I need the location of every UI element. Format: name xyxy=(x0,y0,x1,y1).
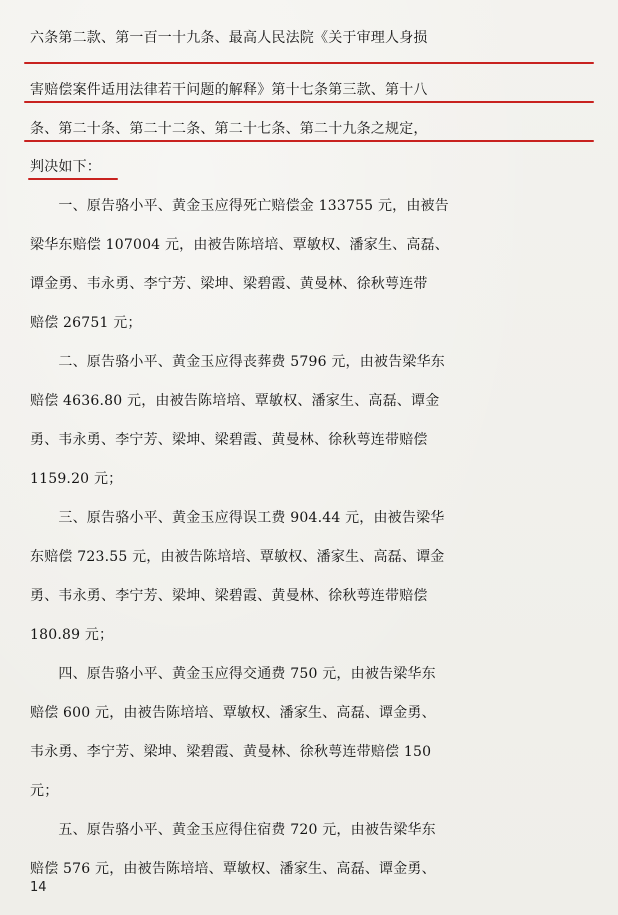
text-line-21: 五、原告骆小平、黄金玉应得住宿费 720 元，由被告梁华东 xyxy=(30,822,436,838)
text-line-22: 赔偿 576 元，由被告陈培培、覃敏权、潘家生、高磊、谭金勇、 xyxy=(30,861,436,877)
text-line-1: 六条第二款、第一百一十九条、最高人民法院《关于审理人身损 xyxy=(30,30,428,46)
text-line-16: 180.89 元； xyxy=(30,627,114,643)
text-line-7: 谭金勇、韦永勇、李宁芳、梁坤、梁碧霞、黄曼林、徐秋萼连带 xyxy=(30,276,428,292)
text-line-4: 判决如下： xyxy=(30,159,101,175)
text-line-5: 一、原告骆小平、黄金玉应得死亡赔偿金 133755 元，由被告 xyxy=(30,198,449,214)
page-number: 14 xyxy=(30,880,47,895)
red-underline-1 xyxy=(24,62,594,64)
text-line-2: 害赔偿案件适用法律若干问题的解释》第十七条第三款、第十八 xyxy=(30,82,428,98)
text-line-14: 东赔偿 723.55 元，由被告陈培培、覃敏权、潘家生、高磊、谭金 xyxy=(30,549,445,565)
red-underline-3 xyxy=(24,140,594,142)
red-underline-4 xyxy=(28,178,118,180)
text-line-18: 赔偿 600 元，由被告陈培培、覃敏权、潘家生、高磊、谭金勇、 xyxy=(30,705,436,721)
text-line-6: 梁华东赔偿 107004 元，由被告陈培培、覃敏权、潘家生、高磊、 xyxy=(30,237,449,253)
text-line-20: 元； xyxy=(30,783,59,799)
text-line-12: 1159.20 元； xyxy=(30,471,123,487)
text-line-9: 二、原告骆小平、黄金玉应得丧葬费 5796 元，由被告梁华东 xyxy=(30,354,445,370)
text-line-13: 三、原告骆小平、黄金玉应得误工费 904.44 元，由被告梁华 xyxy=(30,510,445,526)
text-line-3: 条、第二十条、第二十二条、第二十七条、第二十九条之规定， xyxy=(30,121,428,137)
red-underline-2 xyxy=(24,101,594,103)
text-line-8: 赔偿 26751 元； xyxy=(30,315,142,331)
text-line-19: 韦永勇、李宁芳、梁坤、梁碧霞、黄曼林、徐秋萼连带赔偿 150 xyxy=(30,744,432,760)
text-line-15: 勇、韦永勇、李宁芳、梁坤、梁碧霞、黄曼林、徐秋萼连带赔偿 xyxy=(30,588,428,604)
text-line-10: 赔偿 4636.80 元，由被告陈培培、覃敏权、潘家生、高磊、谭金 xyxy=(30,393,440,409)
text-line-17: 四、原告骆小平、黄金玉应得交通费 750 元，由被告梁华东 xyxy=(30,666,436,682)
text-line-11: 勇、韦永勇、李宁芳、梁坤、梁碧霞、黄曼林、徐秋萼连带赔偿 xyxy=(30,432,428,448)
